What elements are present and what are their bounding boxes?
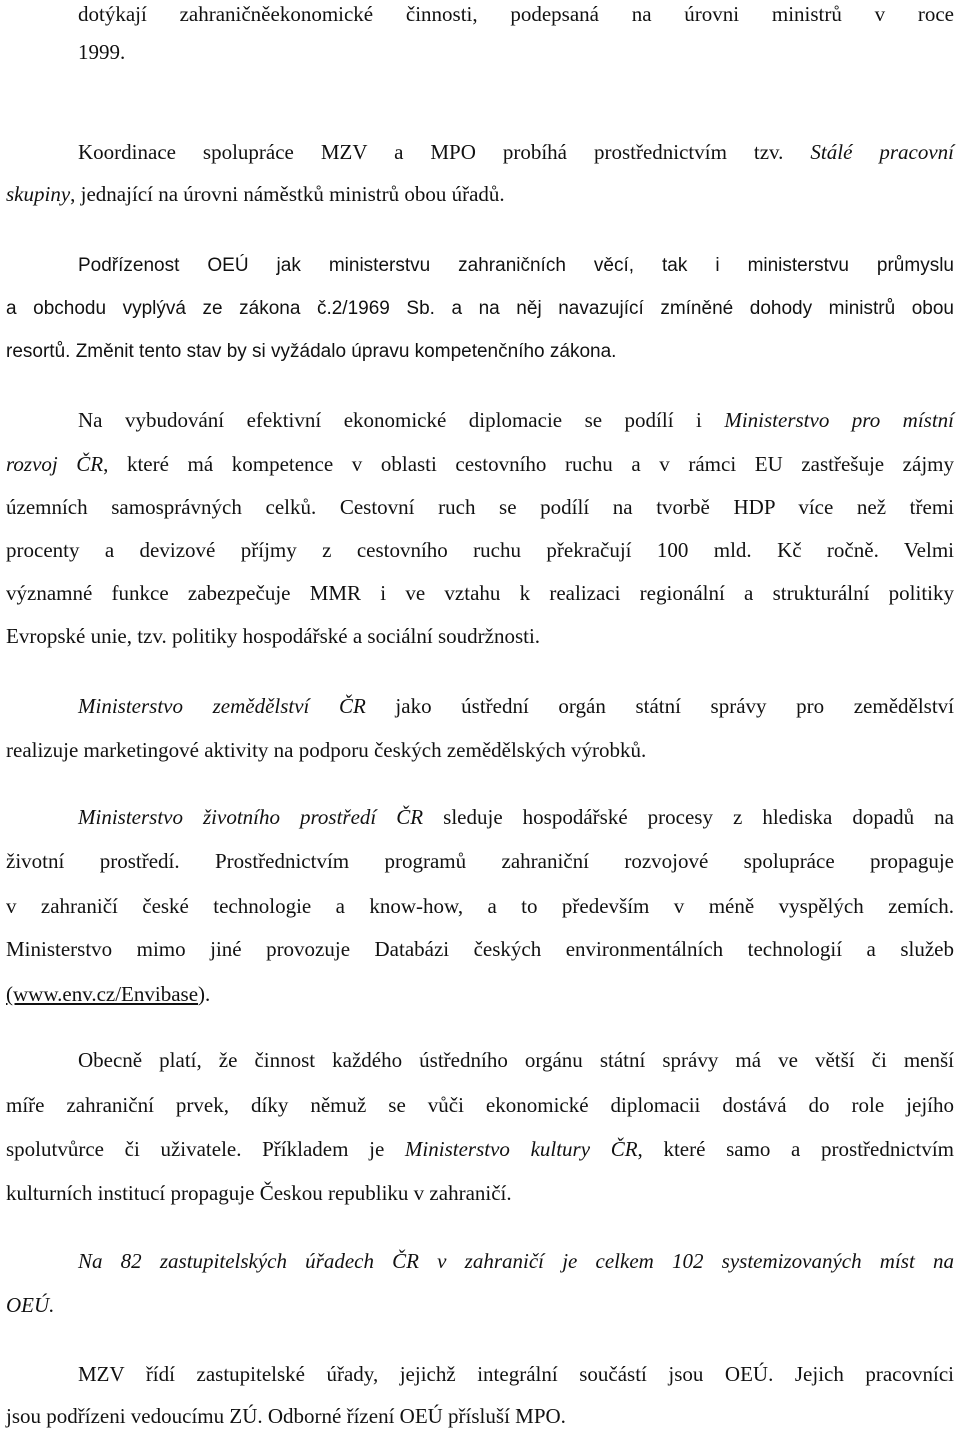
paragraph-6-line-3: v zahraničí české technologie a know-how, a to především v méně vyspělých zemích. [6, 894, 954, 918]
paragraph-2-line-2 [6, 178, 954, 210]
paragraph-4-line-1 [78, 404, 954, 436]
paragraph-2-line-1 [78, 136, 954, 168]
text-span: , které samo a prostřednictvím [637, 1137, 955, 1161]
env-link[interactable]: (www.env.cz/Envibase [6, 982, 199, 1006]
paragraph-3-line-2: a obchodu vyplývá ze zákona č.2/1969 Sb. a na něj navazující zmíněné dohody ministrů obou [6, 298, 954, 319]
paragraph-3-line-1: Podřízenost OEÚ jak ministerstvu zahraničních věcí, tak i ministerstvu průmyslu [78, 255, 954, 276]
italic-term: Stálé pracovní [810, 140, 955, 164]
paragraph-9-line-2: jsou podřízeni vedoucímu ZÚ. Odborné řízení OEÚ přísluší MPO. [6, 1404, 566, 1428]
paragraph-7-line-4: kulturních institucí propaguje Českou republiku v zahraničí. [6, 1181, 512, 1205]
paragraph-4-line-3: územních samosprávných celků. Cestovní ruch se podílí na tvorbě HDP více než třemi [6, 495, 954, 519]
paragraph-5-line-2: realizuje marketingové aktivity na podporu českých zemědělských výrobků. [6, 738, 647, 762]
text-span: spolutvůrce či uživatele. Příkladem je [6, 1137, 385, 1161]
paragraph-8-line-2: OEÚ. [6, 1293, 55, 1317]
text-span: sleduje hospodářské procesy z hlediska dopadů na [443, 805, 955, 829]
paragraph-6-line-1 [78, 801, 954, 833]
italic-term: rozvoj ČR [6, 452, 104, 476]
paragraph-4-line-4: procenty a devizové příjmy z cestovního ruchu překračují 100 mld. Kč ročně. Velmi [6, 538, 954, 562]
paragraph-1-line-1: dotýkají zahraničněekonomické činnosti, podepsaná na úrovni ministrů v roce [78, 2, 954, 26]
paragraph-5-line-1 [78, 690, 954, 722]
paragraph-8-line-1: Na 82 zastupitelských úřadech ČR v zahraničí je celkem 102 systemizovaných míst na [78, 1249, 954, 1273]
paragraph-6-line-2: životní prostředí. Prostřednictvím programů zahraniční rozvojové spolupráce propaguje [6, 849, 954, 873]
text-span: Na vybudování efektivní ekonomické diplomacie se podílí i [78, 408, 702, 432]
paragraph-6-line-4: Ministerstvo mimo jiné provozuje Databázi českých environmentálních technologií a služeb [6, 937, 954, 961]
italic-term: Ministerstvo životního prostředí ČR [78, 805, 424, 829]
italic-term: Ministerstvo kultury ČR [404, 1137, 638, 1161]
paragraph-4-line-6: Evropské unie, tzv. politiky hospodářské a sociální soudržnosti. [6, 624, 541, 648]
paragraph-7-line-1: Obecně platí, že činnost každého ústředního orgánu státní správy má ve větší či menší [78, 1048, 954, 1072]
italic-term: Ministerstvo pro místní [724, 408, 955, 432]
text-span: jako ústřední orgán státní správy pro zemědělství [395, 694, 955, 718]
text-span: ). [198, 982, 211, 1006]
paragraph-9-line-1: MZV řídí zastupitelské úřady, jejichž integrální součástí jsou OEÚ. Jejich pracovníci [78, 1362, 954, 1386]
italic-term: Ministerstvo zemědělství ČR [78, 694, 366, 718]
text-span: Koordinace spolupráce MZV a MPO probíhá prostřednictvím tzv. [78, 140, 784, 164]
paragraph-1-line-2: 1999. [78, 40, 126, 64]
paragraph-4-line-5: významné funkce zabezpečuje MMR i ve vztahu k realizaci regionální a strukturální politiky [6, 581, 954, 605]
paragraph-4-line-2 [6, 448, 954, 480]
paragraph-7-line-2: míře zahraniční prvek, díky němuž se vůči ekonomické diplomacii dostává do role jejího [6, 1093, 954, 1117]
text-span: , které má kompetence v oblasti cestovního ruchu a v rámci EU zastřešuje zájmy [103, 452, 954, 476]
paragraph-7-line-3 [6, 1133, 954, 1165]
paragraph-3-line-3: resortů. Změnit tento stav by si vyžádalo úpravu kompetenčního zákona. [6, 341, 617, 362]
paragraph-6-line-5 [6, 978, 954, 1010]
text-span: , jednající na úrovni náměstků ministrů obou úřadů. [70, 182, 505, 206]
italic-term: skupiny [6, 182, 71, 206]
